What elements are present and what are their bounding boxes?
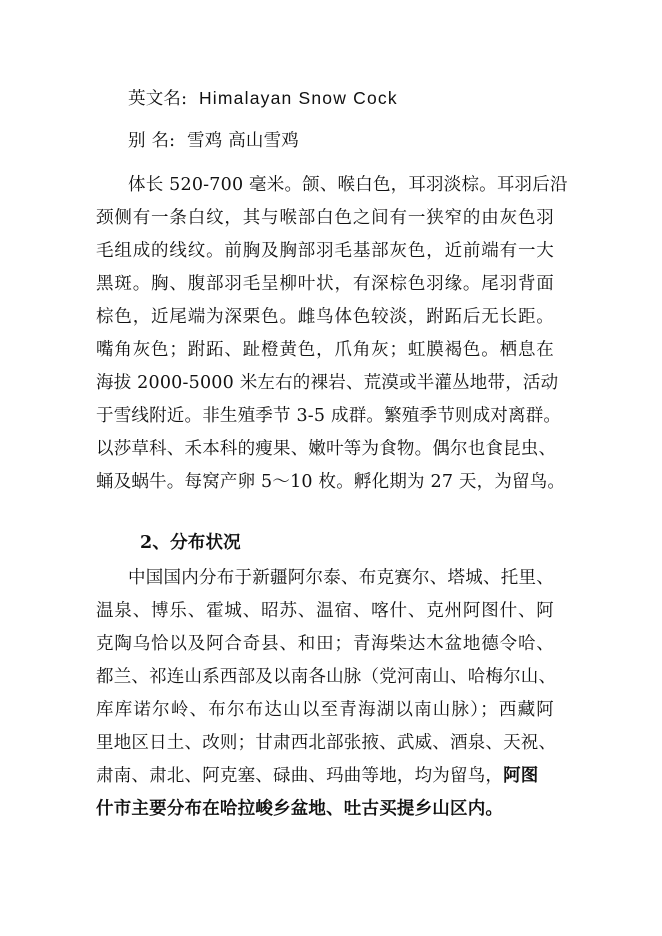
description-line: 黑斑。胸、腹部羽毛呈柳叶状，有深棕色羽缘。尾羽背面 [96,274,554,294]
description-line: 体长 520-700 毫米。颌、喉白色，耳羽淡棕。耳羽后沿 [128,175,568,195]
distribution-highlight-line: 什市主要分布在哈拉峻乡盆地、吐古买提乡山区内。 [96,799,504,819]
distribution-line: 都兰、祁连山系西部及以南各山脉（党河南山、哈梅尔山、 [96,667,557,687]
distribution-highlight: 阿图 [503,766,539,786]
distribution-text: 肃南、肃北、阿克塞、碌曲、玛曲等地，均为留鸟， [96,766,504,786]
distribution-line: 克陶乌恰以及阿合奇县、和田；青海柴达木盆地德令哈、 [96,634,554,654]
distribution-line: 里地区日土、改则；甘肃西北部张掖、武威、酒泉、天祝、 [96,733,557,753]
alias-label: 别 名: [128,131,176,151]
description-line: 棕色，近尾端为深栗色。雌鸟体色较淡，跗跖后无长距。 [96,307,554,327]
description-line: 海拔 2000-5000 米左右的裸岩、荒漠或半灌丛地带，活动 [96,373,559,393]
section-heading-distribution: 2、分布状况 [140,533,241,553]
english-name-label: 英文名: [128,89,188,109]
alias-value: 雪鸡 高山雪鸡 [187,131,299,151]
distribution-line: 温泉、博乐、霍城、昭苏、温宿、喀什、克州阿图什、阿 [96,601,554,621]
description-line: 蛹及蜗牛。每窝产卵 5～10 枚。孵化期为 27 天，为留鸟。 [96,472,566,492]
description-line: 毛组成的线纹。前胸及胸部羽毛基部灰色，近前端有一大 [96,241,554,261]
distribution-line: 中国国内分布于新疆阿尔泰、布克赛尔、塔城、托里、 [128,568,554,588]
distribution-line-mixed [96,764,539,788]
english-name-line [128,86,398,111]
description-line: 于雪线附近。非生殖季节 3-5 成群。繁殖季节则成对离群。 [96,406,562,426]
description-line: 嘴角灰色；跗跖、趾橙黄色，爪角灰；虹膜褐色。栖息在 [96,340,554,360]
description-line: 以莎草科、禾本科的瘦果、嫩叶等为食物。偶尔也食昆虫、 [96,439,557,459]
english-name-value: Himalayan Snow Cock [198,88,398,108]
description-line: 颈侧有一条白纹，其与喉部白色之间有一狭窄的由灰色羽 [96,208,554,228]
alias-line [128,129,299,153]
distribution-line: 库库诺尔岭、布尔布达山以至青海湖以南山脉）；西藏阿 [96,700,554,720]
